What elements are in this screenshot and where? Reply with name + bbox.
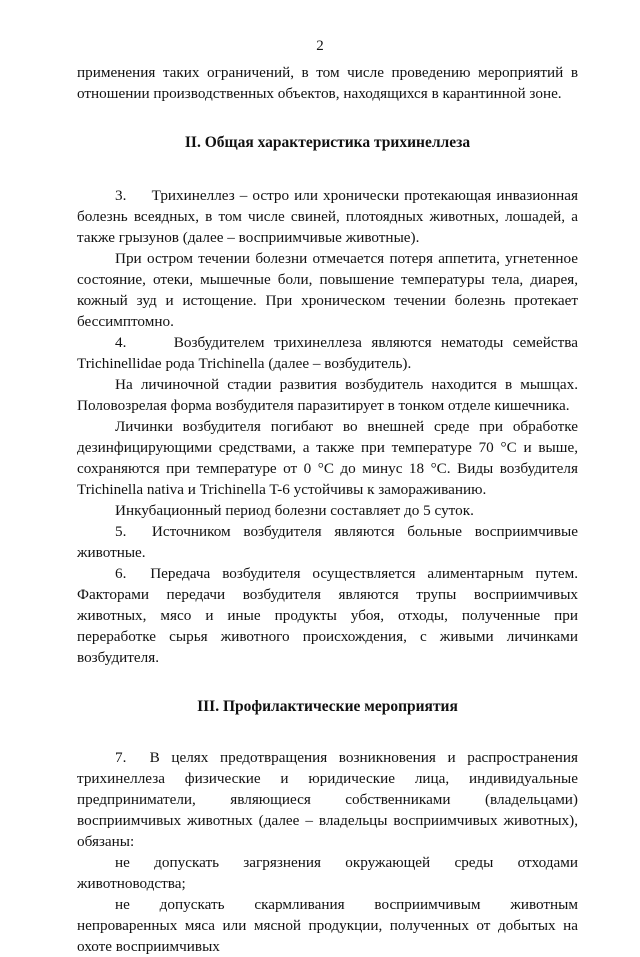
paragraph-3-acute: При остром течении болезни отмечается потеря аппетита, угнетенное состояние, отеки, мышечные боли, повышение температуры тела, диарея, кожный зуд и истощение. При хроническом течении болезнь протекает бессимптомно.	[77, 250, 578, 330]
page-number: 2	[316, 38, 324, 54]
paragraph-6: 6. Передача возбудителя осуществляется алиментарным путем. Факторами передачи возбудителя являются трупы восприимчивых животных, мясо и иные продукты убоя, отходы, полученные при переработке сырья животного происхождения, с живыми личинками возбудителя.	[77, 565, 578, 666]
document-body	[77, 62, 578, 957]
paragraph-4-incubation: Инкубационный период болезни составляет до 5 суток.	[115, 502, 474, 519]
paragraph-7: 7. В целях предотвращения возникновения и распространения трихинеллеза физические и юридические лица, индивидуальные предприниматели, являющиеся собственниками (владельцами) восприимчивых животных (далее – владельцы восприимчивых животных), обязаны:	[77, 749, 578, 850]
paragraph-4-larval: На личиночной стадии развития возбудитель находится в мышцах. Половозрелая форма возбудителя паразитирует в тонком отделе кишечника.	[77, 376, 578, 414]
paragraph-4: 4. Возбудителем трихинеллеза являются нематоды семейства Trichinellidae рода Trichinella (далее – возбудитель).	[77, 334, 578, 372]
section-heading-3: III. Профилактические мероприятия	[197, 698, 458, 715]
paragraph-5: 5. Источником возбудителя являются больные восприимчивые животные.	[77, 523, 578, 561]
paragraph-3: 3. Трихинеллез – остро или хронически протекающая инвазионная болезнь всеядных, в том числе свиней, плотоядных животных, лошадей, а также грызунов (далее – восприимчивые животные).	[77, 187, 578, 246]
section-heading-2: II. Общая характеристика трихинеллеза	[184, 134, 471, 151]
paragraph-7-item-1: не допускать загрязнения окружающей среды отходами животноводства;	[77, 854, 578, 892]
paragraph-7-item-2: не допускать скармливания восприимчивым животным непроваренных мяса или мясной продукции, полученных от добытых на охоте восприимчивых	[77, 896, 578, 955]
paragraph-4-larvae-die: Личинки возбудителя погибают во внешней среде при обработке дезинфицирующими средствами, а также при температуре 70 °С и выше, сохраняются при температуре от 0 °С до минус 18 °С. Виды возбудителя Trichinella nativa и Trichinella T-6 устойчивы к замораживанию.	[77, 418, 578, 498]
intro-paragraph: применения таких ограничений, в том числе проведению мероприятий в отношении производственных объектов, находящихся в карантинной зоне.	[77, 64, 578, 102]
